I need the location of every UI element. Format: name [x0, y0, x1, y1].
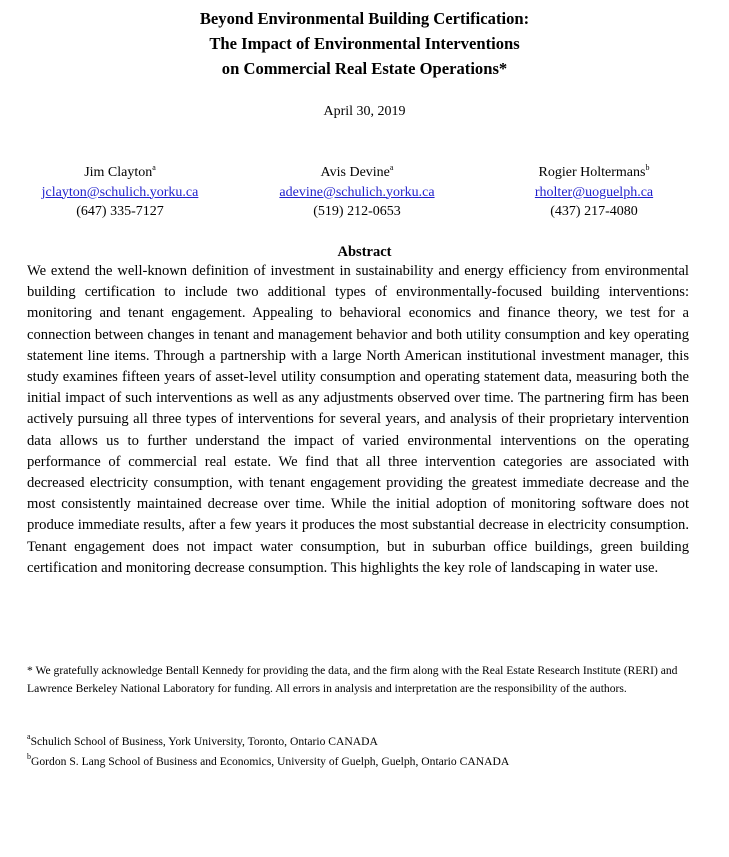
author-email-link[interactable]: adevine@schulich.yorku.ca: [279, 184, 435, 200]
affiliation-text: Gordon S. Lang School of Business and Economics, University of Guelph, Guelph, Ontario CANADA: [31, 755, 510, 768]
author-email-link[interactable]: rholter@uoguelph.ca: [534, 184, 654, 200]
title-line-1: Beyond Environmental Building Certification:: [199, 9, 530, 28]
abstract-heading: Abstract: [337, 244, 392, 260]
title-line-3: on Commercial Real Estate Operations*: [221, 59, 508, 78]
author-block-holtermans: [474, 163, 714, 222]
affiliation-a: [27, 733, 692, 751]
author-name-text: Jim Clayton: [84, 165, 153, 180]
author-affiliation-mark: a: [389, 163, 394, 172]
author-name-text: Rogier Holtermans: [538, 165, 646, 180]
author-name-text: Avis Devine: [320, 165, 390, 180]
author-phone: (437) 217-4080: [550, 204, 638, 219]
author-name: [0, 163, 240, 183]
author-block-devine: [237, 163, 477, 222]
author-affiliation-mark: a: [152, 163, 156, 172]
affiliation-mark: b: [27, 752, 31, 761]
author-name: [474, 163, 714, 183]
affiliation-b: [27, 753, 692, 771]
affiliation-mark: a: [27, 732, 31, 741]
affiliation-text: Schulich School of Business, York University, Toronto, Ontario CANADA: [30, 735, 378, 748]
author-email-link[interactable]: jclayton@schulich.yorku.ca: [41, 184, 199, 200]
acknowledgement-footnote: * We gratefully acknowledge Bentall Kennedy for providing the data, and the firm along with the Real Estate Research Institute (RERI) and Lawrence Berkeley National Laboratory for funding. All errors in analysis and interpretation are the responsibility of the authors.: [27, 664, 678, 695]
abstract-body: We extend the well-known definition of investment in sustainability and energy efficiency from environmental building certification to include two additional types of environmentally-focused building interventions: monitoring and tenant engagement. Appealing to behavioral economics and finance theory, we test for a connection between changes in tenant and management behavior and both utility consumption and key operating statement line items. Through a partnership with a large North American institutional investment manager, this study examines fifteen years of asset-level utility consumption and operating statement data, measuring both the initial impact of such interventions as well as any adjustments observed over time. The partnering firm has been actively pursuing all three types of interventions for several years, and analysis of their proprietary intervention data allows us to further understand the impact of varied environmental interventions on the operating performance of commercial real estate. We find that all three intervention categories are associated with decreased electricity consumption, with tenant engagement providing the greatest immediate decrease and the most consistently maintained decrease over time. While the initial adoption of monitoring software does not produce immediate results, after a few years it produces the most substantial decrease in electricity consumption. Tenant engagement does not impact water consumption, but in suburban office buildings, green building certification and monitoring decrease consumption. This highlights the key role of landscaping in water use.: [27, 263, 689, 576]
author-block-clayton: [0, 163, 240, 222]
paper-date: April 30, 2019: [323, 104, 406, 119]
author-phone: (647) 335-7127: [76, 204, 164, 219]
title-line-2: The Impact of Environmental Interventions: [209, 34, 520, 53]
author-phone: (519) 212-0653: [313, 204, 401, 219]
author-name: [237, 163, 477, 183]
author-affiliation-mark: b: [645, 163, 650, 172]
paper-title: [0, 6, 729, 81]
